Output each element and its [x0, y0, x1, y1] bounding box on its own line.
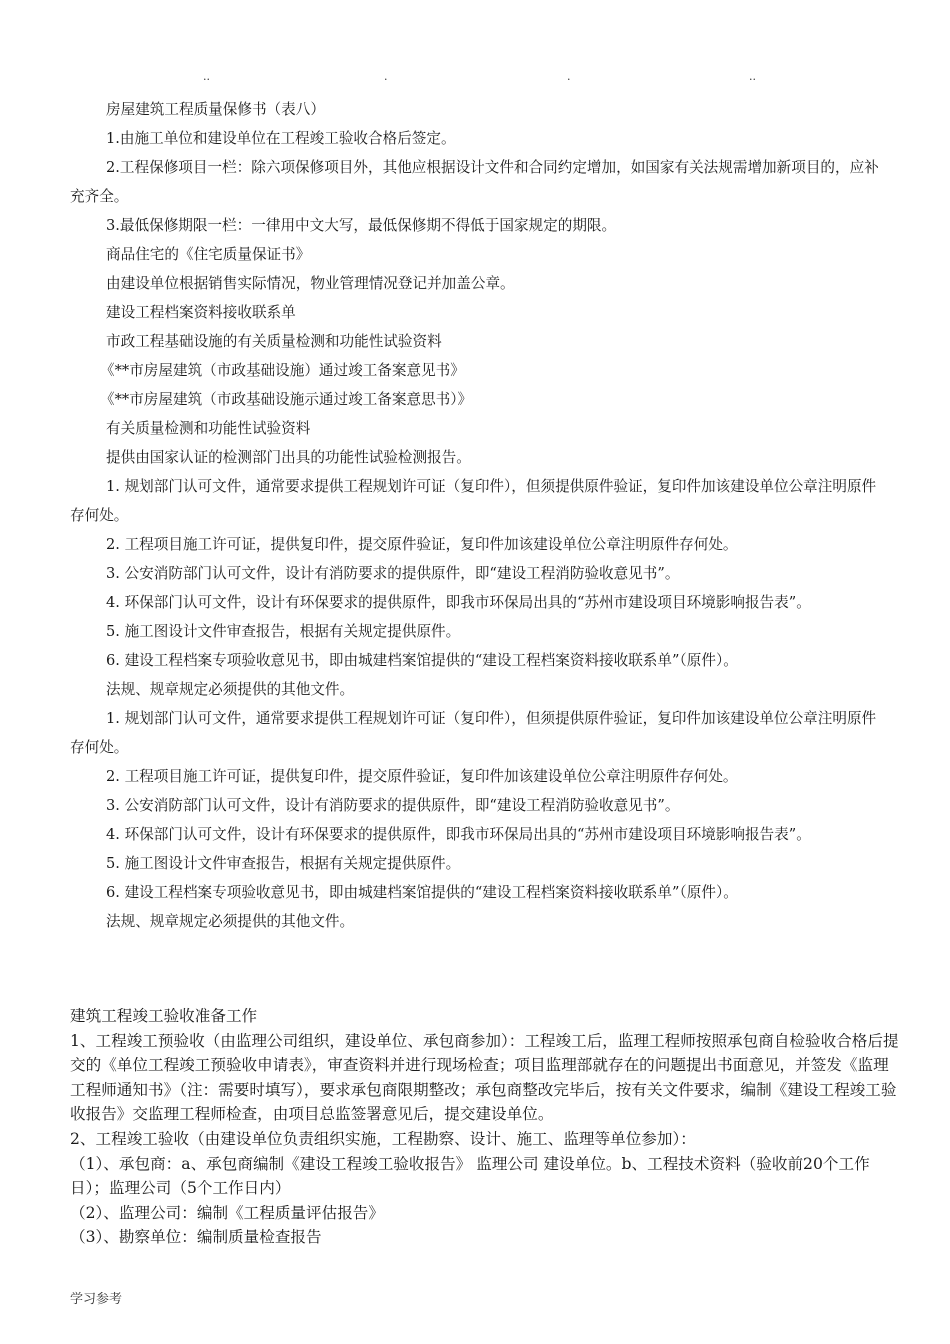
paragraph: 1.由施工单位和建设单位在工程竣工验收合格后签定。 — [106, 130, 456, 147]
list-item: 6. 建设工程档案专项验收意见书，即由城建档案馆提供的“建设工程档案资料接收联系单”（原件）。 — [106, 652, 738, 669]
paragraph: 3.最低保修期限一栏：一律用中文大写，最低保修期不得低于国家规定的期限。 — [106, 217, 617, 234]
section-heading: 市政工程基础设施的有关质量检测和功能性试验资料 — [106, 333, 442, 350]
paragraph: （3）、勘察单位：编制质量检查报告 — [70, 1228, 322, 1247]
list-item: 4. 环保部门认可文件，设计有环保要求的提供原件，即我市环保局出具的“苏州市建设项目环境影响报告表”。 — [106, 826, 811, 843]
paragraph: 2.工程保修项目一栏：除六项保修项目外，其他应根据设计文件和合同约定增加，如国家有关法规需增加新项目的，应补充齐全。 — [70, 159, 879, 205]
paragraph: 《**市房屋建筑（市政基础设施）通过竣工备案意见书》 — [100, 362, 465, 379]
paragraph: 1、工程竣工预验收（由监理公司组织，建设单位、承包商参加）：工程竣工后，监理工程师按照承包商自检验收合格后提交的《单位工程竣工预验收申请表》，审查资料并进行现场检查；项目监理部就存在的问题提出书面意见，并签发《监理工程师通知书》（注：需要时填写），要求承包商限期整改；承包商整改完毕后，按有关文件要求，编制《建设工程竣工验收报告》交监理工程师检查，由项目总监签署意见后，提交建设单位。 — [70, 1031, 899, 1124]
header-mark: . — [384, 70, 388, 83]
upper-section — [70, 95, 890, 936]
list-item: 2. 工程项目施工许可证，提供复印件，提交原件验证，复印件加该建设单位公章注明原件存何处。 — [106, 768, 738, 785]
paragraph: （1）、承包商：a、承包商编制《建设工程竣工验收报告》 监理公司 建设单位。b、工程技术资料（验收前20个工作日）；监理公司（5个工作日内） — [70, 1154, 870, 1198]
paragraph: 《**市房屋建筑（市政基础设施示通过竣工备案意思书）》 — [100, 391, 473, 408]
header-mark: . — [567, 70, 571, 83]
header-mark: .. — [203, 70, 210, 83]
list-item: 4. 环保部门认可文件，设计有环保要求的提供原件，即我市环保局出具的“苏州市建设项目环境影响报告表”。 — [106, 594, 811, 611]
list-item: 5. 施工图设计文件审查报告，根据有关规定提供原件。 — [106, 623, 461, 640]
list-item: 1. 规划部门认可文件，通常要求提供工程规划许可证（复印件），但须提供原件验证，复印件加该建设单位公章注明原件存何处。 — [70, 710, 877, 756]
paragraph: 法规、规章规定必须提供的其他文件。 — [106, 681, 355, 698]
page-footer: 学习参考 — [70, 1292, 123, 1307]
list-item: 3. 公安消防部门认可文件，设计有消防要求的提供原件，即“建设工程消防验收意见书”。 — [106, 565, 680, 582]
section-heading: 有关质量检测和功能性试验资料 — [106, 420, 311, 437]
paragraph: 提供由国家认证的检测部门出具的功能性试验检测报告。 — [106, 449, 471, 466]
paragraph: （2）、监理公司：编制《工程质量评估报告》 — [70, 1203, 384, 1222]
list-item: 6. 建设工程档案专项验收意见书，即由城建档案馆提供的“建设工程档案资料接收联系单”（原件）。 — [106, 884, 738, 901]
section-heading: 商品住宅的《住宅质量保证书》 — [106, 246, 311, 263]
list-item: 1. 规划部门认可文件，通常要求提供工程规划许可证（复印件），但须提供原件验证，复印件加该建设单位公章注明原件存何处。 — [70, 478, 877, 524]
section-heading: 房屋建筑工程质量保修书（表八） — [106, 101, 325, 118]
section-title: 建筑工程竣工验收准备工作 — [70, 1007, 258, 1025]
header-mark: .. — [749, 70, 756, 83]
list-item: 5. 施工图设计文件审查报告，根据有关规定提供原件。 — [106, 855, 461, 872]
section-heading: 建设工程档案资料接收联系单 — [106, 304, 296, 321]
list-item: 2. 工程项目施工许可证，提供复印件，提交原件验证，复印件加该建设单位公章注明原件存何处。 — [106, 536, 738, 553]
lower-section — [70, 1004, 900, 1250]
list-item: 3. 公安消防部门认可文件，设计有消防要求的提供原件，即“建设工程消防验收意见书”。 — [106, 797, 680, 814]
header-marks — [0, 70, 950, 84]
paragraph: 2、工程竣工验收（由建设单位负责组织实施，工程勘察、设计、施工、监理等单位参加）： — [70, 1129, 696, 1148]
paragraph: 由建设单位根据销售实际情况，物业管理情况登记并加盖公章。 — [106, 275, 515, 292]
paragraph: 法规、规章规定必须提供的其他文件。 — [106, 913, 355, 930]
